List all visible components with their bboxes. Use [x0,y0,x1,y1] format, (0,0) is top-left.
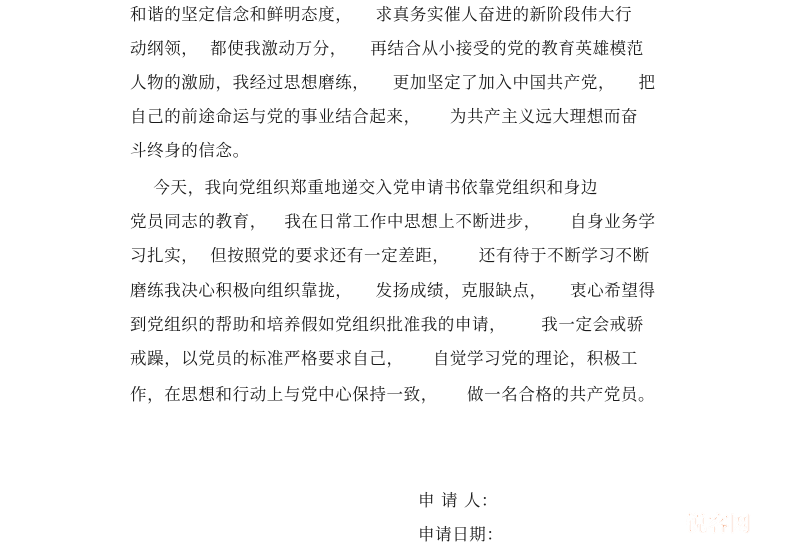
paragraph-line: 到党组织的帮助和培养假如党组织批准我的申请， 我一定会戒骄 [130,315,644,334]
paragraph-line: 斗终身的信念。 [130,141,250,160]
paragraph-line: 动纲领， 都使我激动万分， 再结合从小接受的党的教育英雄模范 [130,39,644,58]
paragraph-line: 和谐的坚定信念和鲜明态度， 求真务实催人奋进的新阶段伟大行 [130,5,633,24]
paragraph-line: 作，在思想和行动上与党中心保持一致， 做一名合格的共产党员。 [130,385,656,404]
paragraph-line: 自己的前途命运与党的事业结合起来， 为共产主义远大理想而奋 [130,107,639,126]
applicant-label: 申 请 人： [418,491,499,510]
application-date-label: 申请日期： [418,525,504,544]
paragraph-line: 习扎实， 但按照党的要求还有一定差距， 还有待于不断学习不断 [130,246,650,265]
paragraph-line: 人物的激励，我经过思想磨练， 更加坚定了加入中国共产党， 把 [130,73,656,92]
paragraph-line: 磨练我决心积极向组织靠拢， 发扬成绩，克服缺点， 衷心希望得 [130,281,656,300]
paragraph-line: 党员同志的教育， 我在日常工作中思想上不断进步， 自身业务学 [130,212,656,231]
watermark-logo: 锐客网 [686,512,752,536]
paragraph-line: 今天，我向党组织郑重地递交入党申请书依靠党组织和身边 [130,178,598,197]
paragraph-line: 戒躁，以党员的标准严格要求自己， 自觉学习党的理论，积极工 [130,349,639,368]
